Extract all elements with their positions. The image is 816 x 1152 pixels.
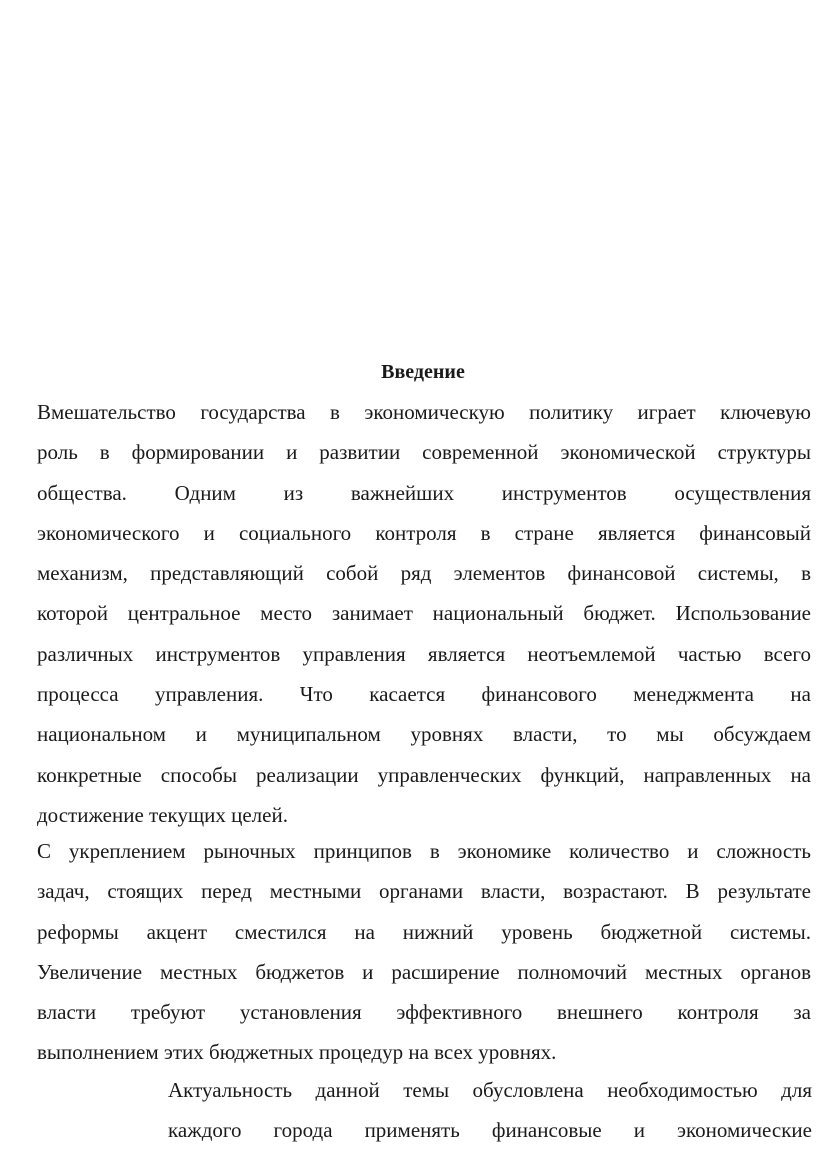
text-line: механизм, представляющий собой ряд элементов финансовой системы, в [37,561,811,586]
text-line: конкретные способы реализации управленческих функций, направленных на [37,762,811,787]
text-line: Увеличение местных бюджетов и расширение полномочий местных органов [37,959,811,984]
text-line: достижение текущих целей. [37,802,288,827]
text-line: Вмешательство государства в экономическую политику играет ключевую [37,400,811,424]
text-line: различных инструментов управления является неотъемлемой частью всего [37,641,811,666]
text-line: роль в формировании и развитии современной экономической структуры [37,440,811,465]
text-line: задач, стоящих перед местными органами власти, возрастают. В результате [37,879,811,904]
text-line: национальном и муниципальном уровнях власти, то мы обсуждаем [37,722,811,747]
text-line: выполнением этих бюджетных процедур на всех уровнях. [37,1040,557,1065]
section-heading: Введение [381,361,465,383]
text-line: экономического и социального контроля в стране является финансовый [37,520,811,545]
text-line: общества. Одним из важнейших инструментов осуществления [37,480,811,505]
text-line: реформы акцент сместился на нижний уровень бюджетной системы. [37,919,811,944]
text-line: Актуальность данной темы обусловлена необходимостью для [168,1078,812,1102]
paragraph-relevance [168,1070,812,1151]
text-line: С укреплением рыночных принципов в экономике количество и сложность [37,839,811,863]
text-line: которой центральное место занимает национальный бюджет. Использование [37,601,811,626]
paragraph-market [37,831,811,1073]
text-line: каждого города применять финансовые и экономические [168,1118,812,1143]
text-line: процесса управления. Что касается финансового менеджмента на [37,682,811,707]
text-line: власти требуют установления эффективного внешнего контроля за [37,1000,811,1025]
paragraph-intro [37,392,811,835]
